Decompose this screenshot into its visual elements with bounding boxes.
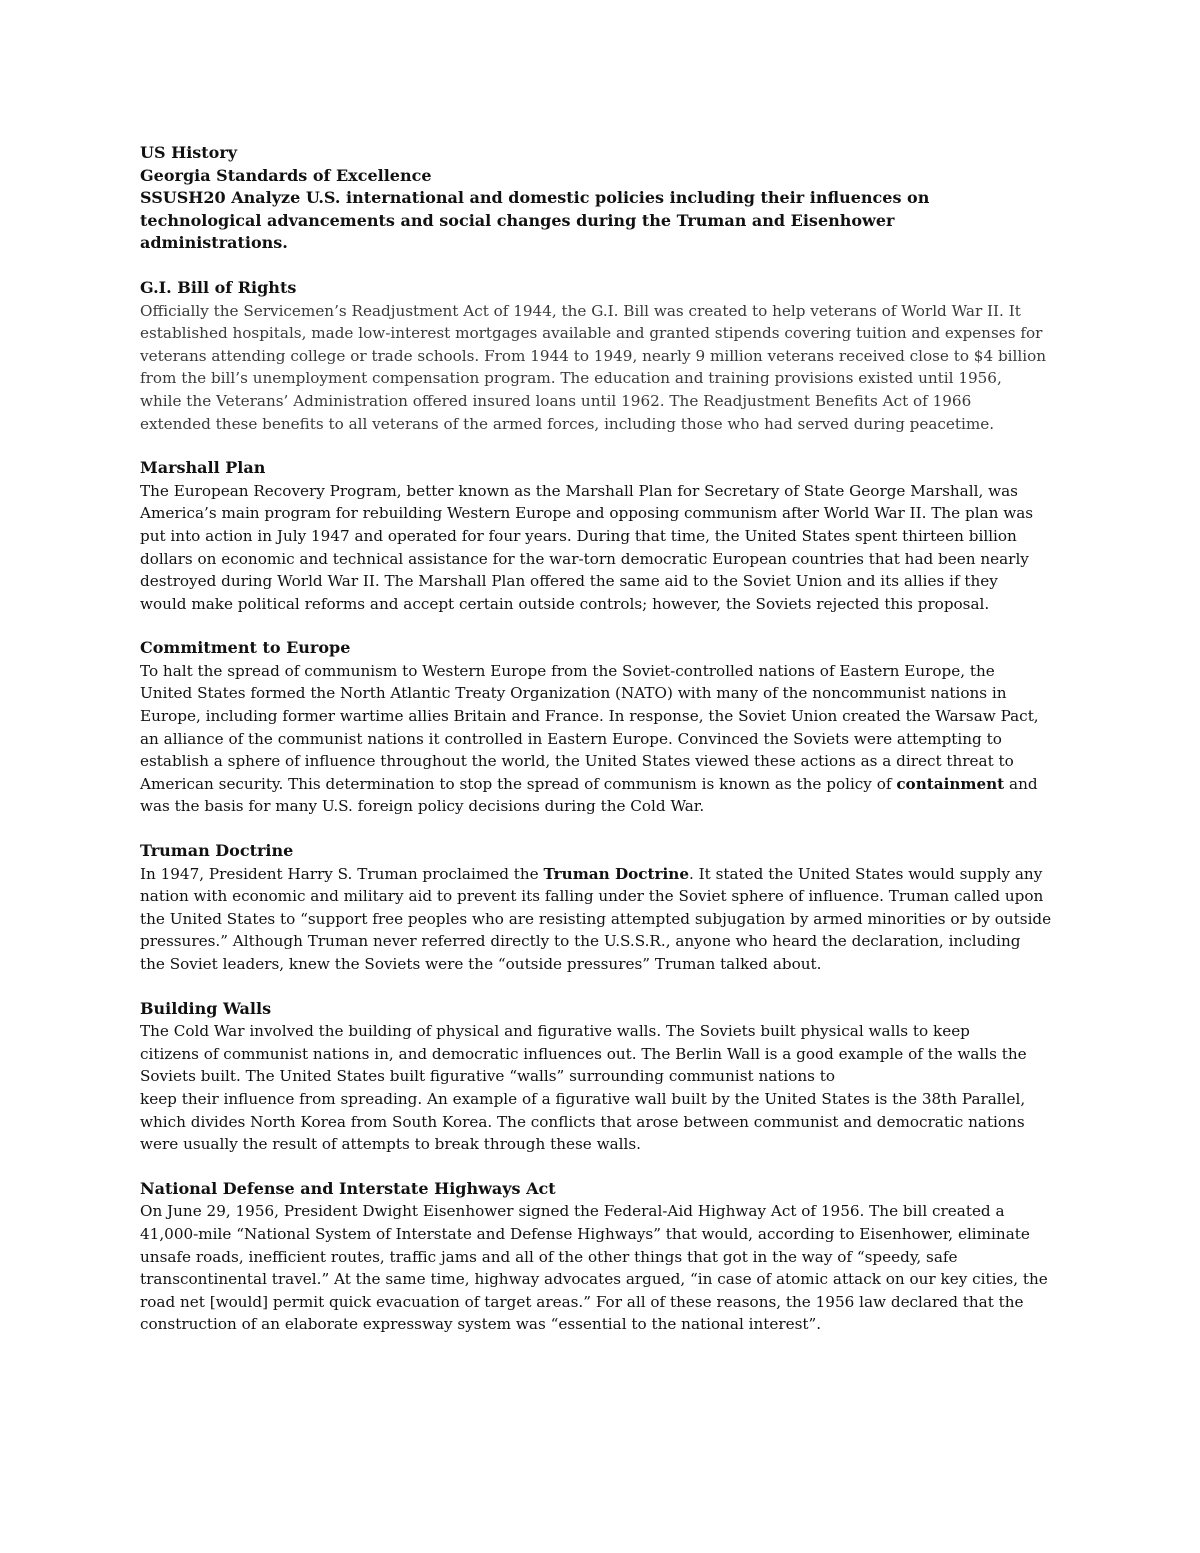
section-text bbox=[140, 863, 1070, 976]
key-term-containment: containment bbox=[896, 774, 1005, 793]
text-line: America’s main program for rebuilding Western Europe and opposing communism after World War II. The plan was bbox=[140, 504, 1034, 523]
text-line: while the Veterans’ Administration offered insured loans until 1962. The Readjustment Benefits Act of 1966 bbox=[140, 391, 972, 410]
text-line: would make political reforms and accept certain outside controls; however, the Soviets rejected this proposal. bbox=[140, 594, 990, 613]
section-highways-act bbox=[140, 1178, 1070, 1336]
text-line: unsafe roads, inefficient routes, traffic jams and all of the other things that got in the way of “speedy, safe bbox=[140, 1247, 958, 1266]
standard-statement: SSUSH20 Analyze U.S. international and domestic policies including their influences on technological advancements and social changes during the Truman and Eisenhower administrations. bbox=[140, 188, 930, 253]
section-text bbox=[140, 480, 1070, 616]
text-line: On June 29, 1956, President Dwight Eisenhower signed the Federal-Aid Highway Act of 1956. The bill created a bbox=[140, 1202, 1005, 1221]
text-line: 41,000-mile “National System of Interstate and Defense Highways” that would, according to Eisenhower, eliminate bbox=[140, 1224, 1030, 1243]
text-line: pressures.” Although Truman never referred directly to the U.S.S.R., anyone who heard the declaration, including bbox=[140, 932, 1021, 951]
text-fragment: In 1947, President Harry S. Truman proclaimed the bbox=[140, 864, 544, 883]
text-line: from the bill’s unemployment compensation program. The education and training provisions existed until 1956, bbox=[140, 369, 1002, 388]
key-term-truman-doctrine: Truman Doctrine bbox=[543, 864, 690, 883]
text-line: the Soviet leaders, knew the Soviets were the “outside pressures” Truman talked about. bbox=[140, 955, 822, 973]
section-truman-doctrine bbox=[140, 840, 1070, 976]
section-gi-bill bbox=[140, 277, 1070, 435]
section-text bbox=[140, 1020, 1070, 1156]
text-line: extended these benefits to all veterans of the armed forces, including those who had served during peacetime. bbox=[140, 414, 995, 433]
text-line: road net [would] permit quick evacuation of target areas.” For all of these reasons, the 1956 law declared that the bbox=[140, 1292, 1024, 1311]
section-text bbox=[140, 300, 1070, 436]
section-commitment-to-europe bbox=[140, 637, 1070, 818]
text-line: established hospitals, made low-interest mortgages available and granted stipends covering tuition and expenses for bbox=[140, 324, 1043, 343]
section-title: National Defense and Interstate Highways Act bbox=[140, 1178, 556, 1198]
text-line: veterans attending college or trade schools. From 1944 to 1949, nearly 9 million veterans received close to $4 billion bbox=[140, 346, 1047, 365]
text-line: citizens of communist nations in, and democratic influences out. The Berlin Wall is a good example of the walls the bbox=[140, 1044, 1027, 1063]
text-line: dollars on economic and technical assistance for the war-torn democratic European countries that had been nearly bbox=[140, 549, 1029, 568]
text-line: United States formed the North Atlantic Treaty Organization (NATO) with many of the noncommunist nations in bbox=[140, 684, 1007, 703]
section-title: Commitment to Europe bbox=[140, 638, 351, 658]
course-title: US History bbox=[140, 143, 238, 162]
text-fragment: American security. This determination to stop the spread of communism is known as the policy of bbox=[140, 774, 897, 793]
section-title: Truman Doctrine bbox=[140, 841, 294, 861]
text-line: The European Recovery Program, better known as the Marshall Plan for Secretary of State George Marshall, was bbox=[140, 481, 1018, 500]
text-line bbox=[140, 863, 1070, 886]
text-line: keep their influence from spreading. An example of a figurative wall built by the United States is the 38th Parallel, bbox=[140, 1089, 1026, 1108]
text-line: put into action in July 1947 and operated for four years. During that time, the United States spent thirteen billion bbox=[140, 526, 1017, 545]
text-line: Soviets built. The United States built figurative “walls” surrounding communist nations to bbox=[140, 1067, 836, 1086]
text-line: The Cold War involved the building of physical and figurative walls. The Soviets built physical walls to keep bbox=[140, 1022, 970, 1041]
text-line: Officially the Servicemen’s Readjustment Act of 1944, the G.I. Bill was created to help veterans of World War II. It bbox=[140, 301, 1021, 320]
text-line: construction of an elaborate expressway system was “essential to the national interest”. bbox=[140, 1315, 822, 1334]
section-title: Marshall Plan bbox=[140, 458, 266, 478]
section-title: Building Walls bbox=[140, 998, 272, 1018]
text-line: nation with economic and military aid to prevent its falling under the Soviet sphere of influence. Truman called upon bbox=[140, 887, 1044, 906]
text-line: was the basis for many U.S. foreign policy decisions during the Cold War. bbox=[140, 797, 705, 816]
document-header bbox=[140, 142, 1070, 255]
section-building-walls bbox=[140, 998, 1070, 1156]
text-line: the United States to “support free peoples who are resisting attempted subjugation by armed minorities or by outside bbox=[140, 909, 1052, 928]
text-line bbox=[140, 773, 1070, 796]
section-text bbox=[140, 660, 1070, 818]
text-line: transcontinental travel.” At the same time, highway advocates argued, “in case of atomic attack on our key cities, the bbox=[140, 1270, 1048, 1289]
text-line: establish a sphere of influence throughout the world, the United States viewed these actions as a direct threat to bbox=[140, 752, 1014, 771]
text-line: which divides North Korea from South Korea. The conflicts that arose between communist and democratic nations bbox=[140, 1112, 1025, 1131]
text-line: were usually the result of attempts to break through these walls. bbox=[140, 1135, 642, 1154]
section-title: G.I. Bill of Rights bbox=[140, 277, 297, 297]
document-body bbox=[140, 142, 1070, 1336]
text-fragment: and bbox=[1004, 774, 1038, 793]
text-line: destroyed during World War II. The Marshall Plan offered the same aid to the Soviet Union and its allies if they bbox=[140, 572, 998, 591]
text-line: To halt the spread of communism to Western Europe from the Soviet-controlled nations of Eastern Europe, the bbox=[140, 661, 995, 680]
text-line: an alliance of the communist nations it controlled in Eastern Europe. Convinced the Soviets were attempting to bbox=[140, 729, 1002, 748]
section-marshall-plan bbox=[140, 457, 1070, 615]
text-fragment: . It stated the United States would supply any bbox=[689, 864, 1043, 883]
section-text bbox=[140, 1200, 1070, 1336]
text-line: Europe, including former wartime allies Britain and France. In response, the Soviet Union created the Warsaw Pact, bbox=[140, 707, 1039, 726]
standards-title: Georgia Standards of Excellence bbox=[140, 165, 432, 185]
